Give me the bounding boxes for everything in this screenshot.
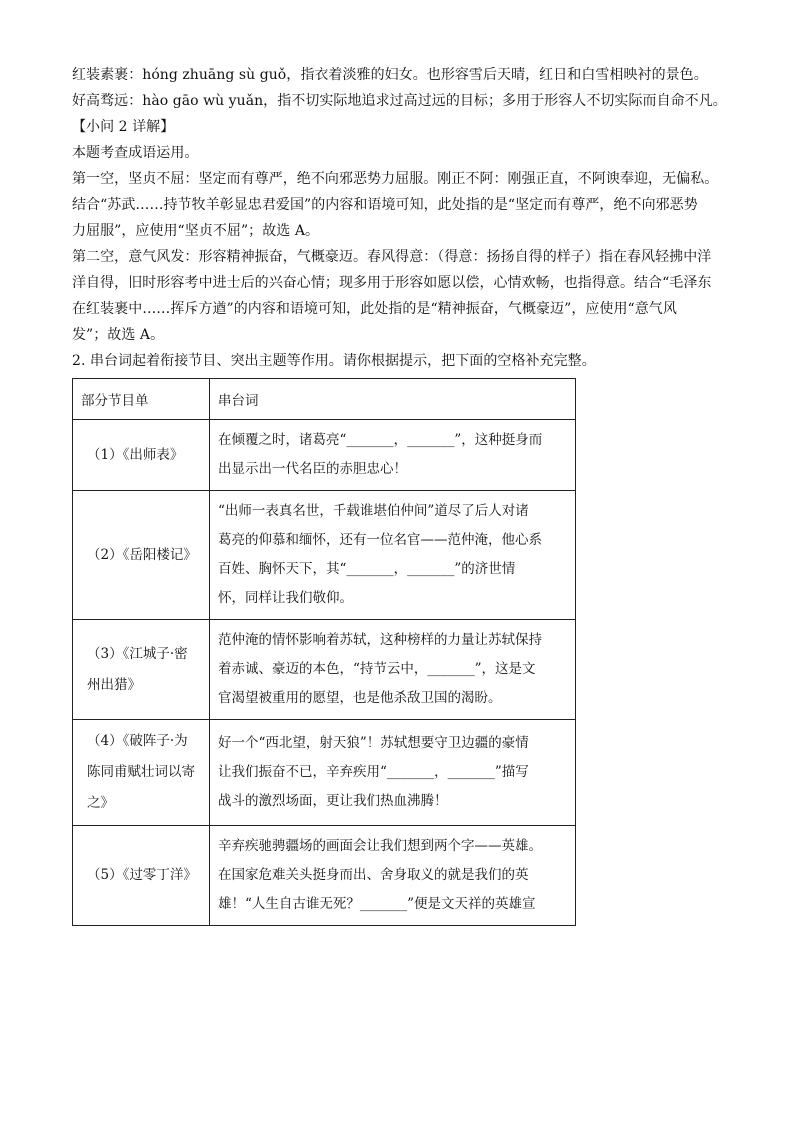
table-row	[73, 620, 576, 720]
program-cell	[73, 720, 210, 826]
script-line: 范仲淹的情怀影响着苏轼，这种榜样的力量让苏轼保持	[218, 632, 542, 648]
script-line: 好一个“西北望，射天狼”！苏轼想要守卫边疆的豪情	[218, 735, 529, 751]
header-script: 串台词	[210, 379, 576, 420]
paragraph-hongzhuang: 红装素裹：hóng zhuāng sù guǒ，指衣着淡雅的妇女。也形容雪后天晴，红日和白雪相映衬的景色。	[72, 67, 708, 83]
script-cell	[210, 720, 576, 826]
script-cell	[210, 826, 576, 926]
script-line: 在倾覆之时，诸葛亮“_______，_______”，这种挺身而	[218, 432, 543, 448]
script-line: 葛亮的仰慕和缅怀，还有一位名官——范仲淹，他心系	[218, 532, 542, 548]
program-name: 陈同甫赋壮词以寄	[87, 764, 195, 780]
section-heading-q2: 【小问 2 详解】	[72, 119, 175, 135]
program-name: （5）《过零丁洋》	[87, 867, 197, 883]
script-line: 战斗的激烈场面，更让我们热血沸腾！	[218, 793, 448, 809]
program-table	[72, 378, 576, 926]
table-row	[73, 826, 576, 926]
table-row	[73, 720, 576, 826]
paragraph-second-blank-4: 发”；故选 A。	[72, 327, 165, 343]
program-name: （4）《破阵子·为	[87, 733, 188, 749]
header-program: 部分节目单	[73, 379, 210, 420]
script-line: 让我们振奋不已，辛弃疾用“_______，_______”描写	[218, 764, 529, 780]
question-2-prompt: 2. 串台词起着衔接节目、突出主题等作用。请你根据提示，把下面的空格补充完整。	[72, 353, 596, 369]
program-cell	[73, 491, 210, 620]
paragraph-haogao: 好高骛远：hào gāo wù yuǎn，指不切实际地追求过高过远的目标；多用于形容人不切实际而自命不凡。	[72, 93, 727, 109]
table-row	[73, 420, 576, 491]
program-cell	[73, 620, 210, 720]
paragraph-second-blank-1: 第二空，意气风发：形容精神振奋，气概豪迈。春风得意：（得意：扬扬自得的样子）指在春风轻拂中洋	[72, 249, 712, 265]
script-cell	[210, 620, 576, 720]
paragraph-second-blank-3: 在红装裹中……挥斥方遒”的内容和语境可知，此处指的是“精神振奋，气概豪迈”，应使用“意气风	[72, 301, 677, 317]
script-line: 官渴望被重用的愿望，也是他杀敌卫国的渴盼。	[218, 690, 502, 706]
script-line: 百姓、胸怀天下，其“_______，_______”的济世情	[218, 561, 516, 577]
program-cell	[73, 420, 210, 491]
script-cell	[210, 420, 576, 491]
script-line: 辛弃疾驰骋疆场的画面会让我们想到两个字——英雄。	[218, 838, 542, 854]
script-cell	[210, 491, 576, 620]
program-name: （1）《出师表》	[87, 446, 184, 463]
paragraph-second-blank-2: 洋自得，旧时形容考中进士后的兴奋心情；现多用于形容如愿以偿，心情欢畅，也指得意。结合“毛泽东	[72, 275, 712, 291]
program-name: （3）《江城子·密	[87, 645, 188, 662]
document-page	[72, 62, 726, 926]
program-name: （2）《岳阳楼记》	[87, 546, 197, 563]
paragraph-topic: 本题考查成语运用。	[72, 145, 199, 161]
script-line: 着赤诚、豪迈的本色，“持节云中，_______”，这是文	[218, 661, 536, 677]
table-header-row	[73, 379, 576, 420]
script-line: “出师一表真名世，千载谁堪伯仲间”道尽了后人对诸	[218, 503, 529, 519]
program-name: 州出猎》	[87, 676, 141, 693]
program-name: 之》	[87, 795, 114, 811]
script-line: 雄！“人生自古谁无死？_______”便是文天祥的英雄宣	[218, 896, 536, 912]
table-row	[73, 491, 576, 620]
paragraph-first-context-1: 结合“苏武……持节牧羊彰显忠君爱国”的内容和语境可知，此处指的是“坚定而有尊严，绝不向邪恶势	[72, 197, 698, 213]
program-cell	[73, 826, 210, 926]
script-line: 在国家危难关头挺身而出、舍身取义的就是我们的英	[218, 867, 529, 883]
script-line: 出显示出一代名臣的赤胆忠心！	[218, 461, 407, 477]
paragraph-first-context-2: 力屈服”，应使用“坚贞不屈”；故选 A。	[72, 223, 320, 239]
paragraph-first-blank: 第一空，坚贞不屈：坚定而有尊严，绝不向邪恶势力屈服。刚正不阿：刚强正直，不阿谀奉迎，无偏私。	[72, 171, 719, 187]
script-line: 怀，同样让我们敬仰。	[218, 590, 353, 606]
